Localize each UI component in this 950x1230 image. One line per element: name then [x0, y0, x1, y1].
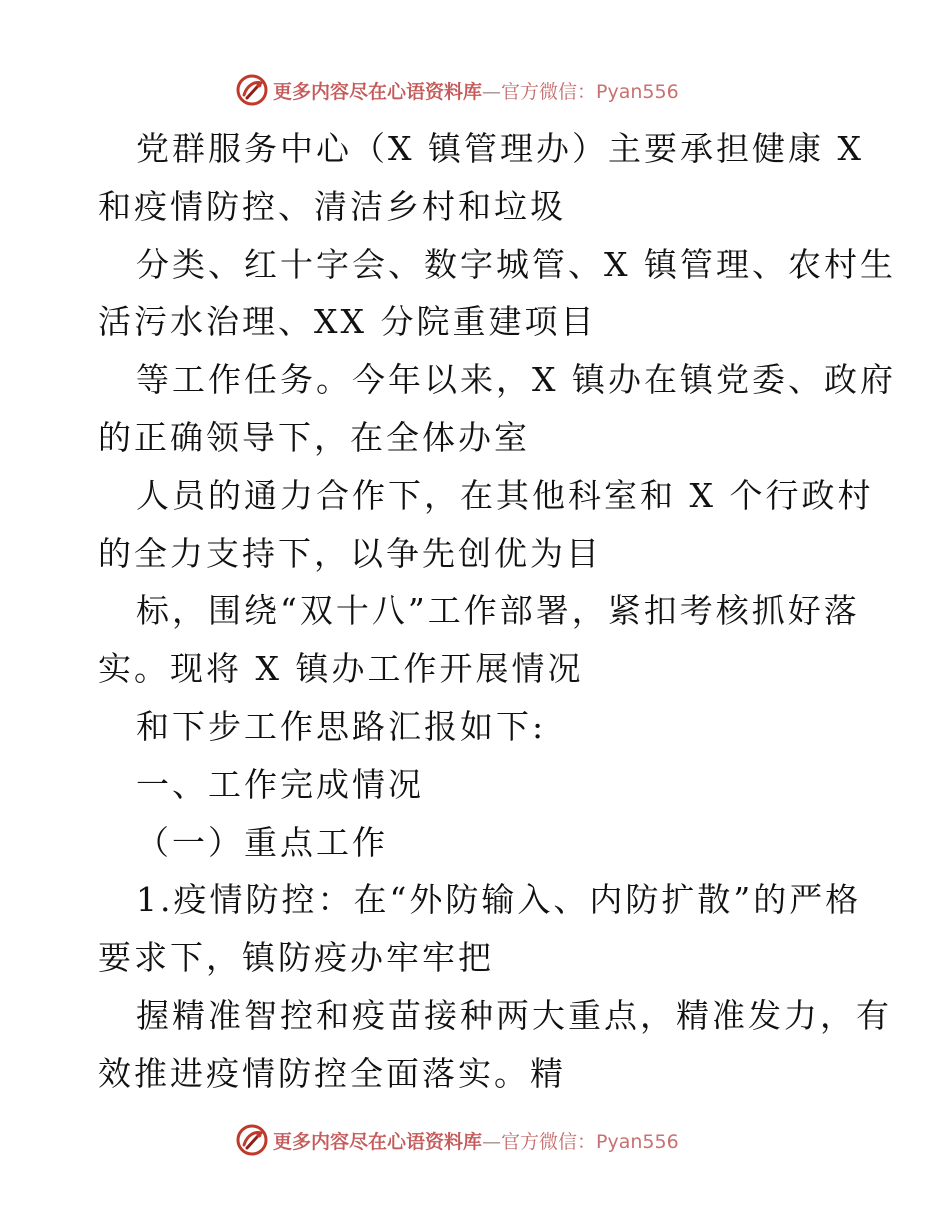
- header-watermark: [235, 72, 755, 108]
- paragraph-line: 和下步工作思路汇报如下:: [136, 706, 547, 746]
- paragraph-line: 党群服务中心（X 镇管理办）主要承担健康 X: [136, 129, 864, 168]
- watermark-main-text: 更多内容尽在心语资料库: [273, 1130, 483, 1153]
- watermark-label: 官方微信：: [501, 1130, 597, 1153]
- watermark-separator: —: [482, 1130, 502, 1153]
- watermark-text: [273, 1127, 679, 1154]
- footer-watermark: [235, 1122, 755, 1158]
- paragraph-line: 等工作任务。今年以来，X 镇办在镇党委、政府: [136, 360, 896, 400]
- watermark-account: Pyan556: [596, 1130, 679, 1153]
- section-heading: 一、工作完成情况: [136, 764, 424, 804]
- subsection-heading: （一）重点工作: [136, 822, 388, 862]
- watermark-account: Pyan556: [596, 80, 679, 103]
- document-body: [98, 120, 896, 1103]
- paragraph-line: 1.疫情防控：在“外防输入、内防扩散”的严格: [136, 880, 862, 920]
- watermark-text: [273, 77, 679, 104]
- paragraph-line: 实。现将 X 镇办工作开展情况: [98, 649, 584, 689]
- paragraph-line: 标，围绕“双十八”工作部署，紧扣考核抓好落: [136, 591, 860, 631]
- paragraph-line: 要求下，镇防疫办牢牢把: [98, 938, 494, 978]
- paragraph-line: 握精准智控和疫苗接种两大重点，精准发力，有: [136, 995, 892, 1035]
- watermark-label: 官方微信：: [501, 80, 597, 103]
- watermark-separator: —: [482, 80, 502, 103]
- paragraph-line: 人员的通力合作下，在其他科室和 X 个行政村: [136, 475, 874, 515]
- paragraph-line: 的正确领导下，在全体办室: [98, 417, 530, 457]
- paragraph-line: 分类、红十字会、数字城管、X 镇管理、农村生: [136, 244, 896, 284]
- paragraph-line: 的全力支持下，以争先创优为目: [98, 533, 602, 573]
- paragraph-line: 效推进疫情防控全面落实。精: [98, 1053, 566, 1093]
- brand-logo-icon: [235, 1123, 269, 1157]
- watermark-main-text: 更多内容尽在心语资料库: [273, 80, 483, 103]
- brand-logo-icon: [235, 73, 269, 107]
- paragraph-line: 和疫情防控、清洁乡村和垃圾: [98, 186, 566, 226]
- paragraph-line: 活污水治理、XX 分院重建项目: [98, 302, 597, 342]
